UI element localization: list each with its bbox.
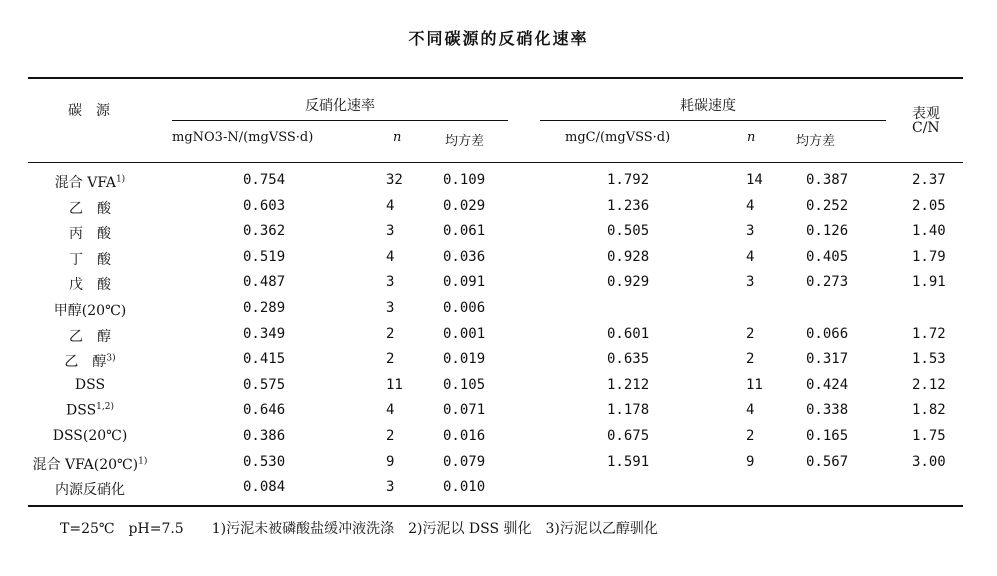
denit-rate-cell: 0.289 — [243, 300, 286, 316]
denit-sd-cell: 0.071 — [443, 402, 486, 419]
carbon-sd-cell: 0.424 — [806, 376, 849, 393]
carbon-rate-cell: 0.635 — [607, 351, 650, 368]
denit-rate-cell: 0.646 — [243, 402, 286, 419]
row-source-name — [0, 223, 180, 243]
carbon-rate-cell: 1.792 — [607, 172, 650, 188]
carbon-sd-cell: 0.126 — [806, 223, 849, 240]
denit-rate-cell: 0.386 — [243, 428, 286, 444]
row-source-name — [0, 172, 180, 192]
carbon-n-cell: 4 — [746, 402, 755, 419]
header-sd2: 均方差 — [796, 134, 836, 149]
carbon-n-cell: 2 — [746, 325, 755, 342]
denit-n-cell: 2 — [386, 325, 395, 342]
carbon-sd-cell: 0.338 — [806, 402, 849, 419]
carbon-sd-cell: 0.405 — [806, 248, 849, 265]
row-source-label: 丁 酸 — [69, 251, 111, 268]
carbon-rate-cell: 0.675 — [607, 428, 650, 444]
denit-n-cell: 3 — [386, 223, 395, 240]
header-carbon-source: 碳 源 — [68, 103, 110, 119]
carbon-rate-cell: 1.212 — [607, 376, 650, 393]
row-source-label: DSS — [74, 376, 106, 393]
denit-rate-cell: 0.575 — [243, 376, 286, 393]
cn-ratio-cell: 1.82 — [912, 402, 946, 419]
denit-rate-cell: 0.519 — [243, 248, 286, 265]
denit-sd-cell: 0.109 — [443, 172, 486, 188]
carbon-group-rule — [540, 120, 886, 121]
denit-rate-cell: 0.415 — [243, 351, 286, 368]
denit-sd-cell: 0.010 — [443, 479, 486, 496]
row-source-label: 丙 酸 — [69, 226, 111, 243]
row-source-name — [0, 300, 180, 320]
denit-n-cell: 4 — [386, 248, 395, 265]
carbon-sd-cell: 0.273 — [806, 274, 849, 291]
denit-n-cell: 11 — [386, 376, 403, 393]
carbon-rate-cell: 0.601 — [607, 325, 650, 342]
carbon-rate-cell: 0.928 — [607, 248, 650, 265]
header-n2: n — [747, 130, 756, 145]
row-source-name — [0, 402, 180, 419]
row-source-name — [0, 326, 180, 346]
carbon-rate-cell: 0.505 — [607, 223, 650, 240]
row-footnote-mark: 1) — [138, 455, 148, 466]
cn-ratio-cell: 1.40 — [912, 223, 946, 240]
row-source-name — [0, 198, 180, 218]
cn-ratio-cell: 3.00 — [912, 453, 946, 470]
header-cn-line1: 表观 — [912, 106, 940, 122]
denit-sd-cell: 0.006 — [443, 300, 486, 316]
denit-rate-cell: 0.487 — [243, 274, 286, 291]
carbon-rate-cell: 0.929 — [607, 274, 650, 291]
denit-n-cell: 4 — [386, 197, 395, 214]
row-source-label: 混合 VFA(20℃) — [32, 456, 139, 473]
denit-n-cell: 3 — [386, 479, 395, 496]
row-source-name — [0, 454, 180, 474]
carbon-n-cell: 4 — [746, 248, 755, 265]
carbon-rate-cell: 1.236 — [607, 197, 650, 214]
header-carbon-consumption: 耗碳速度 — [680, 98, 736, 114]
carbon-n-cell: 3 — [746, 223, 755, 240]
carbon-n-cell: 14 — [746, 172, 763, 188]
cn-ratio-cell: 2.12 — [912, 376, 946, 393]
denit-sd-cell: 0.091 — [443, 274, 486, 291]
cn-ratio-cell: 1.91 — [912, 274, 946, 291]
cn-ratio-cell: 1.79 — [912, 248, 946, 265]
denit-rate-cell: 0.754 — [243, 172, 286, 188]
header-sd1: 均方差 — [445, 134, 485, 149]
row-footnote-mark: 3) — [106, 353, 116, 364]
row-source-name — [0, 274, 180, 294]
row-source-name — [0, 428, 180, 444]
carbon-n-cell: 2 — [746, 351, 755, 368]
row-source-label: 内源反硝化 — [55, 482, 125, 499]
cn-ratio-cell: 1.53 — [912, 351, 946, 368]
top-rule — [28, 77, 963, 79]
denit-sd-cell: 0.061 — [443, 223, 486, 240]
footnote: T=25℃ pH=7.5 1)污泥未被磷酸盐缓冲液洗涤 2)污泥以 DSS 驯化 3)污泥以乙醇驯化 — [60, 521, 658, 537]
denit-rate-cell: 0.349 — [243, 325, 286, 342]
row-source-label: 甲醇(20℃) — [53, 303, 127, 319]
row-source-label: 混合 VFA — [54, 175, 116, 191]
row-source-name — [0, 377, 180, 393]
carbon-rate-cell: 1.178 — [607, 402, 650, 419]
cn-ratio-cell: 2.37 — [912, 172, 946, 188]
row-source-name — [0, 351, 180, 371]
cn-ratio-cell: 1.75 — [912, 428, 946, 444]
denit-sd-cell: 0.001 — [443, 325, 486, 342]
denit-rate-cell: 0.530 — [243, 453, 286, 470]
denit-rate-cell: 0.603 — [243, 197, 286, 214]
carbon-sd-cell: 0.317 — [806, 351, 849, 368]
header-denitrification-rate: 反硝化速率 — [305, 98, 375, 114]
cn-ratio-cell: 1.72 — [912, 325, 946, 342]
cn-ratio-cell: 2.05 — [912, 197, 946, 214]
header-n1: n — [393, 130, 402, 145]
carbon-n-cell: 9 — [746, 453, 755, 470]
denit-sd-cell: 0.079 — [443, 453, 486, 470]
denit-n-cell: 2 — [386, 351, 395, 368]
header-carbon-unit: mgC/(mgVSS·d) — [565, 130, 671, 145]
denit-n-cell: 2 — [386, 428, 395, 444]
header-cn-line2: C/N — [912, 120, 940, 136]
carbon-n-cell: 4 — [746, 197, 755, 214]
denit-sd-cell: 0.105 — [443, 376, 486, 393]
denit-group-rule — [172, 120, 508, 121]
denit-n-cell: 9 — [386, 453, 395, 470]
carbon-n-cell: 3 — [746, 274, 755, 291]
denit-n-cell: 32 — [386, 172, 403, 188]
denit-rate-cell: 0.084 — [243, 479, 286, 496]
row-source-name — [0, 479, 180, 499]
denit-rate-cell: 0.362 — [243, 223, 286, 240]
table-title: 不同碳源的反硝化速率 — [408, 29, 589, 48]
carbon-n-cell: 2 — [746, 428, 755, 444]
carbon-rate-cell: 1.591 — [607, 453, 650, 470]
denit-n-cell: 4 — [386, 402, 395, 419]
denit-sd-cell: 0.036 — [443, 248, 486, 265]
row-footnote-mark: 1) — [115, 174, 126, 185]
denit-n-cell: 3 — [386, 274, 395, 291]
row-footnote-mark: 1,2) — [96, 402, 114, 413]
denit-n-cell: 3 — [386, 300, 395, 316]
header-bottom-rule — [28, 162, 963, 163]
carbon-sd-cell: 0.567 — [806, 453, 849, 470]
denit-sd-cell: 0.029 — [443, 197, 486, 214]
row-source-label: 乙 醇 — [64, 354, 107, 371]
row-source-label: DSS — [66, 403, 97, 420]
row-source-label: 戊 酸 — [69, 277, 111, 294]
bottom-rule — [28, 505, 963, 507]
carbon-sd-cell: 0.387 — [806, 172, 849, 188]
denit-sd-cell: 0.019 — [443, 351, 486, 368]
carbon-sd-cell: 0.252 — [806, 197, 849, 214]
row-source-label: DSS(20℃) — [52, 428, 128, 444]
row-source-label: 乙 酸 — [69, 200, 111, 217]
row-source-label: 乙 醇 — [69, 328, 111, 345]
row-source-name — [0, 249, 180, 269]
carbon-sd-cell: 0.066 — [806, 325, 849, 342]
header-denit-unit: mgNO3-N/(mgVSS·d) — [172, 130, 314, 145]
carbon-sd-cell: 0.165 — [806, 428, 849, 444]
carbon-n-cell: 11 — [746, 376, 763, 393]
denit-sd-cell: 0.016 — [443, 428, 486, 444]
